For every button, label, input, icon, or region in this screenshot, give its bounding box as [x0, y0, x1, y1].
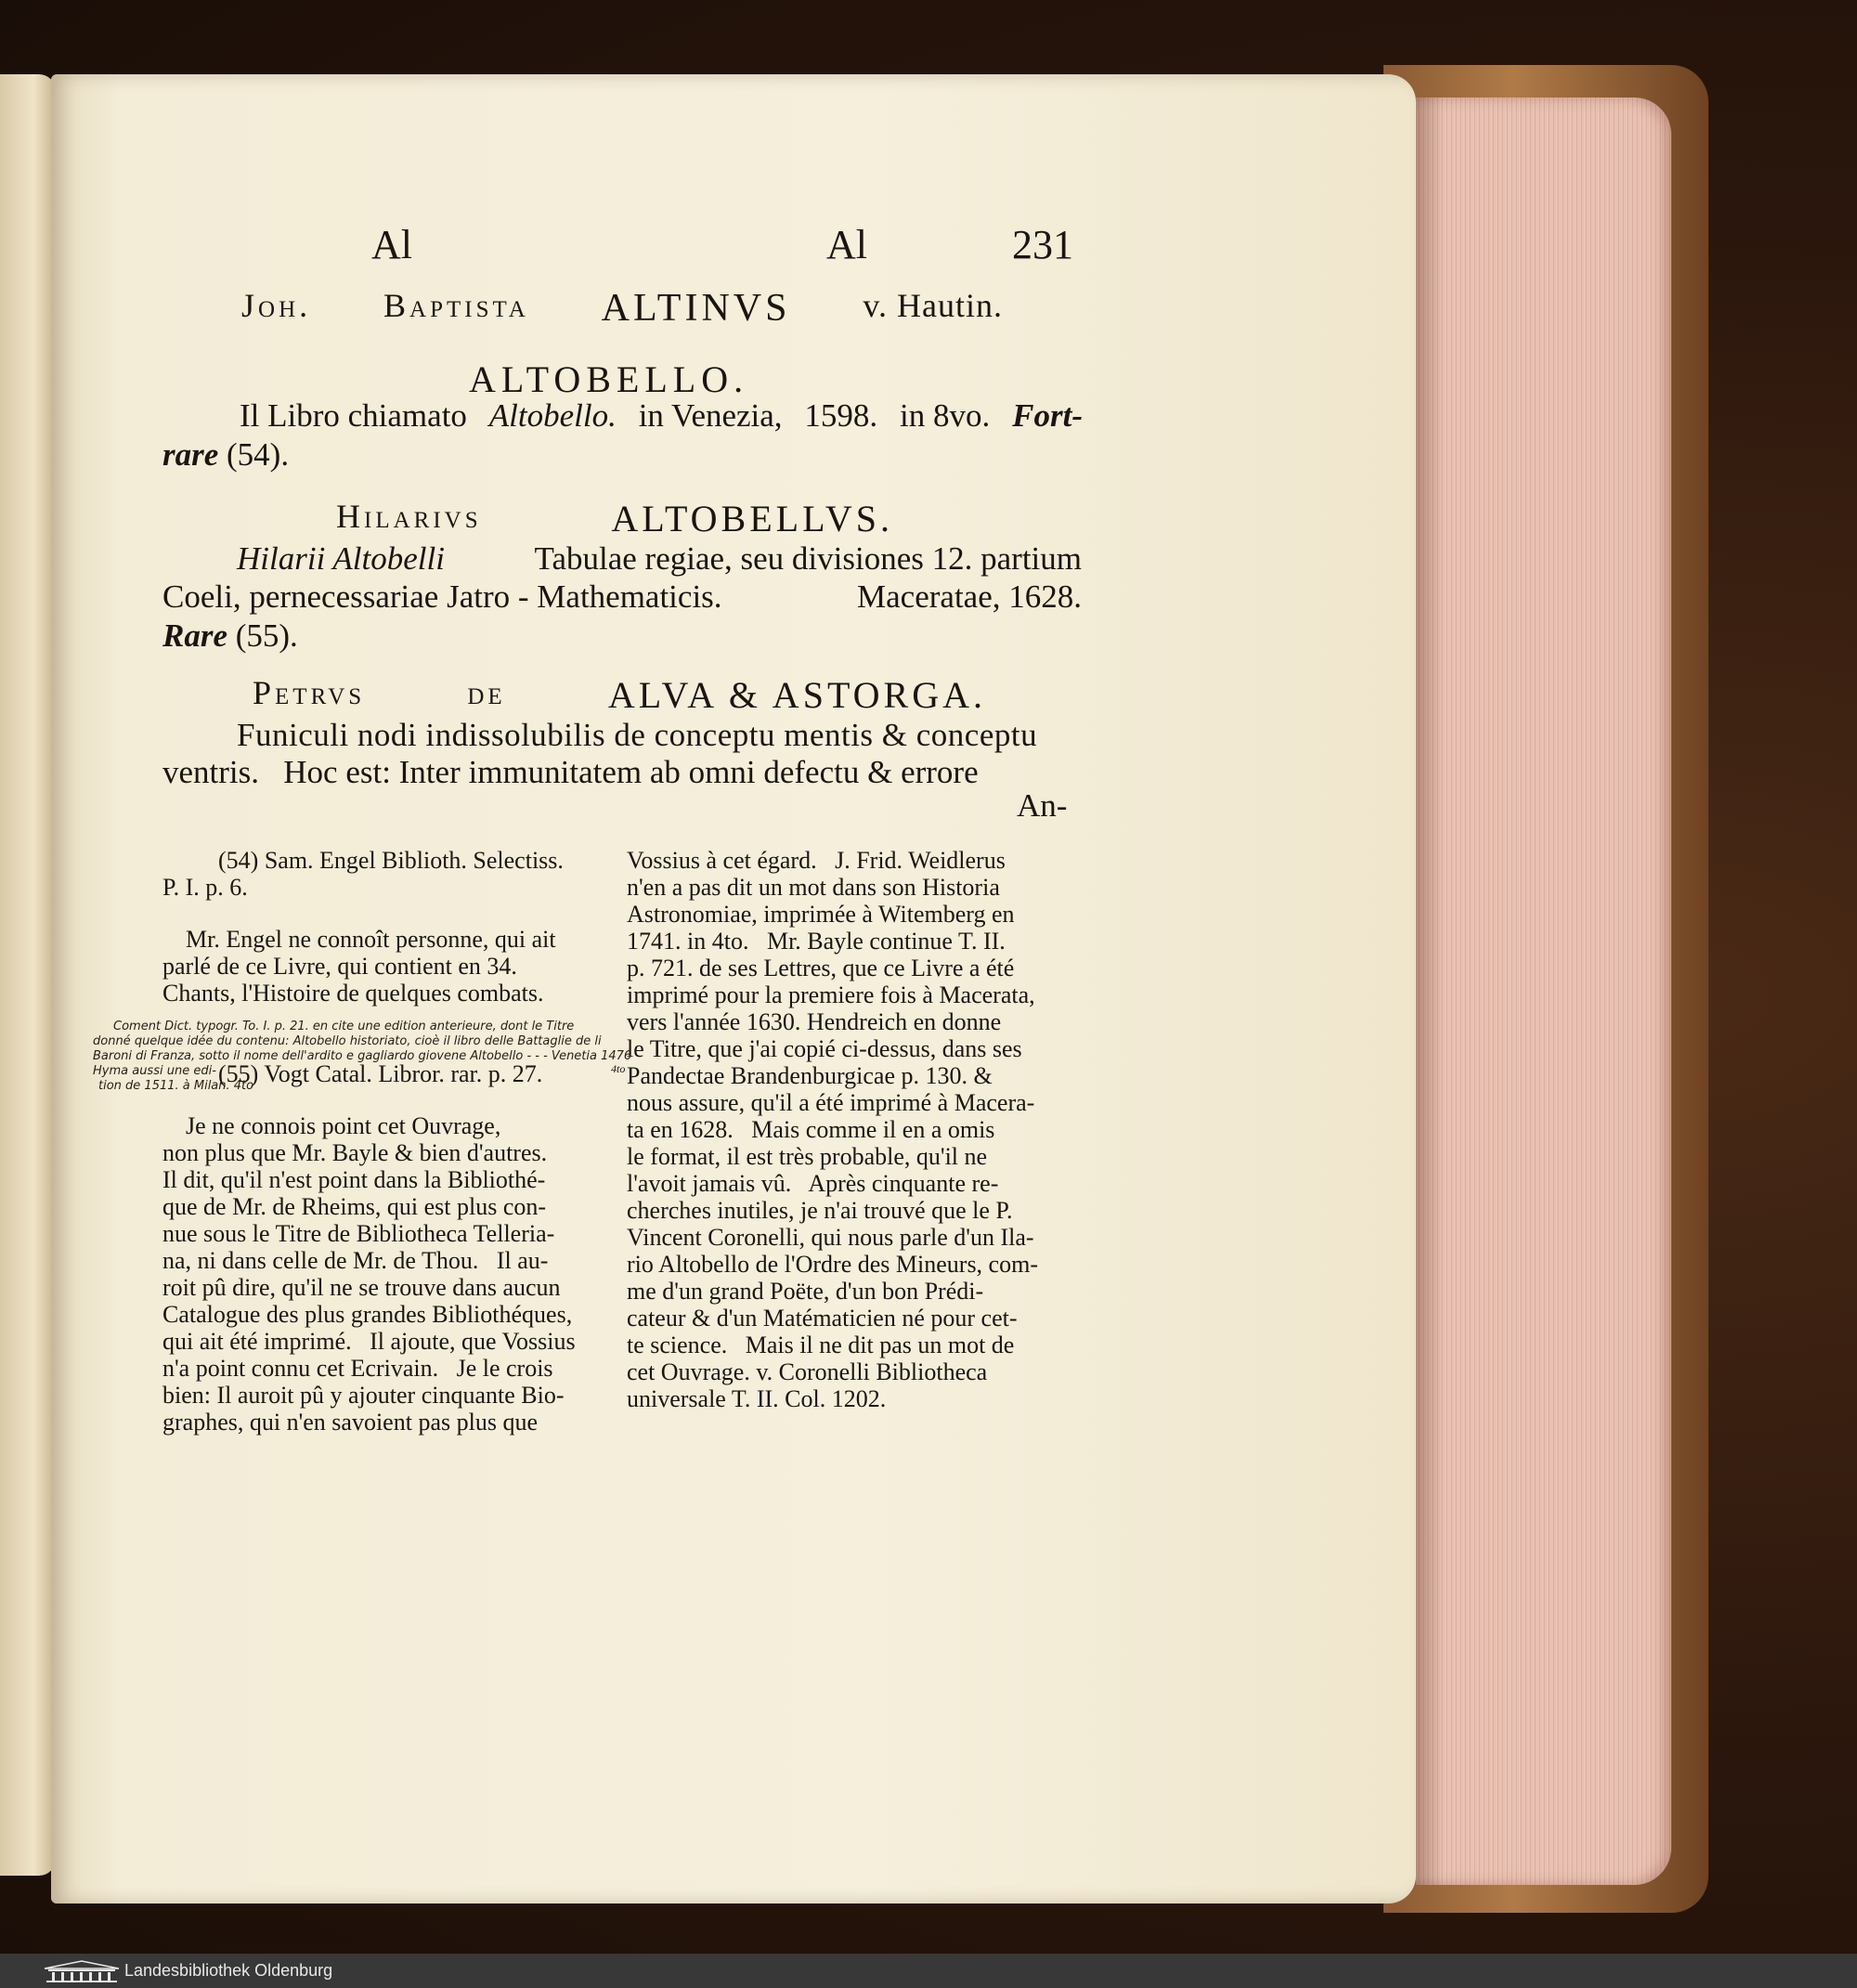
heading-ref: v. Hautin.: [863, 287, 1003, 324]
entry-heading-altinus: [241, 286, 1003, 331]
page-number: 231: [1012, 222, 1073, 267]
footnote-line: roit pû dire, qu'il ne se trouve dans aucun: [162, 1274, 561, 1301]
footnote-line: P. I. p. 6.: [162, 874, 248, 901]
footnote-line: Mr. Engel ne connoît personne, qui ait: [186, 926, 556, 953]
running-head-left: Al: [371, 222, 412, 267]
footnotes-left-column: [162, 847, 608, 1436]
running-head-center: Al: [826, 222, 867, 267]
footnote-line: parlé de ce Livre, qui contient en 34.: [162, 953, 517, 980]
footnote-line: Catalogue des plus grandes Bibliothéques,: [162, 1301, 573, 1328]
footnote-line: n'a point connu cet Ecrivain. Je le crois: [162, 1355, 553, 1382]
heading-first-name: Joh.: [241, 287, 312, 324]
footnote-line: universale T. II. Col. 1202.: [627, 1385, 887, 1412]
footnote-line: na, ni dans celle de Mr. de Thou. Il au-: [162, 1247, 549, 1274]
footnote-line: non plus que Mr. Bayle & bien d'autres.: [162, 1139, 548, 1166]
altobello-line-2: rare (54).: [162, 436, 290, 473]
footnote-line: (55) Vogt Catal. Libror. rar. p. 27.: [218, 1060, 543, 1087]
left-page-edge: [0, 74, 56, 1876]
annotation-line: Baroni di Franza, sotto il nome dell'ardito e gagliardo giovene Altobello - - - Venetia 1476: [93, 1049, 632, 1063]
footnote-line: imprimé pour la premiere fois à Macerata,: [627, 981, 1035, 1008]
footnote-line: Vincent Coronelli, qui nous parle d'un Ila-: [627, 1224, 1034, 1251]
footnote-line: le Titre, que j'ai copié ci-dessus, dans ses: [627, 1035, 1022, 1062]
handwritten-annotation: [93, 1020, 631, 1094]
handwritten-4to: 4to: [611, 1062, 626, 1075]
annotation-line: tion de 1511. à Milan. 4to: [98, 1079, 254, 1093]
footnote-line: n'en a pas dit un mot dans son Historia: [627, 874, 1000, 901]
footnote-line: Je ne connois point cet Ouvrage,: [186, 1112, 501, 1139]
footnote-line: p. 721. de ses Lettres, que ce Livre a été: [627, 955, 1015, 981]
footnote-line: 1741. in 4to. Mr. Bayle continue T. II.: [627, 928, 1006, 955]
annotation-line: Hyma aussi une edi-: [93, 1064, 216, 1078]
annotation-line: Coment Dict. typogr. To. I. p. 21. en cite une edition anterieure, dont le Titre: [113, 1020, 575, 1033]
footnote-line: te science. Mais il ne dit pas un mot de: [627, 1332, 1015, 1358]
footnote-line: cateur & d'un Matématicien né pour cet-: [627, 1305, 1018, 1332]
footnote-line: Pandectae Brandenburgicae p. 130. &: [627, 1062, 993, 1089]
library-building-icon: [41, 1959, 123, 1983]
entry-heading-hilarius: Hilarivs ALTOBELLVS.: [336, 498, 893, 539]
footnotes-right-column: [627, 847, 1072, 1412]
entry-heading-petrus: Petrvs de ALVA & ASTORGA.: [253, 674, 986, 716]
page-block-edge: [1416, 97, 1671, 1885]
footer-library-label: Landesbibliothek Oldenburg: [124, 1961, 333, 1980]
footnote-line: rio Altobello de l'Ordre des Mineurs, com-: [627, 1251, 1038, 1278]
hilarius-line-3: Rare (55).: [162, 617, 298, 654]
footnote-line: ta en 1628. Mais comme il en a omis: [627, 1116, 995, 1143]
footer-bar: [0, 1954, 1857, 1988]
annotation-line: donné quelque idée du contenu: Altobello historiato, cioè il libro delle Battaglie de li: [93, 1034, 602, 1048]
footnote-line: bien: Il auroit pû y ajouter cinquante Bio-: [162, 1382, 565, 1409]
footnote-line: l'avoit jamais vû. Après cinquante re-: [627, 1170, 999, 1197]
footnote-line: le format, il est très probable, qu'il ne: [627, 1143, 988, 1170]
footnote-line: qui ait été imprimé. Il ajoute, que Vossius: [162, 1328, 576, 1355]
footnote-line: nue sous le Titre de Bibliotheca Telleria-: [162, 1220, 555, 1247]
heading-surname: ALTINVS: [601, 287, 791, 330]
page-edge-shadow: [1416, 97, 1444, 1885]
petrus-line-1: Funiculi nodi indissolubilis de conceptu mentis & conceptu: [237, 717, 1038, 753]
footnote-line: graphes, qui n'en savoient pas plus que: [162, 1409, 538, 1436]
footnote-line: Astronomiae, imprimée à Witemberg en: [627, 901, 1015, 928]
footnote-line: Vossius à cet égard. J. Frid. Weidlerus: [627, 847, 1006, 874]
footnote-line: vers l'année 1630. Hendreich en donne: [627, 1008, 1002, 1035]
hilarius-line-2: Coeli, pernecessariae Jatro - Mathematicis. Maceratae, 1628.: [162, 578, 1082, 615]
petrus-line-2: ventris. Hoc est: Inter immunitatem ab omni defectu & errore: [162, 754, 979, 790]
footnote-line: Chants, l'Histoire de quelques combats.: [162, 980, 544, 1007]
altobello-line-1: Il Libro chiamato Altobello. in Venezia, 1598. in 8vo. Fort-: [240, 397, 1083, 434]
catchword: An-: [1017, 787, 1068, 824]
footnote-line: (54) Sam. Engel Biblioth. Selectiss.: [218, 847, 564, 874]
footnote-line: cherches inutiles, je n'ai trouvé que le P.: [627, 1197, 1013, 1224]
footnote-line: me d'un grand Poëte, d'un bon Prédi-: [627, 1278, 984, 1305]
footnote-line: Il dit, qu'il n'est point dans la Bibliothé-: [162, 1166, 546, 1193]
entry-heading-altobello: ALTOBELLO.: [469, 358, 749, 400]
heading-second-name: Baptista: [383, 287, 529, 324]
footnote-line: nous assure, qu'il a été imprimé à Macera-: [627, 1089, 1035, 1116]
hilarius-line-1: Hilarii Altobelli Tabulae regiae, seu divisiones 12. partium: [237, 540, 1082, 577]
footnote-line: que de Mr. de Rheims, qui est plus con-: [162, 1193, 547, 1220]
footnote-line: cet Ouvrage. v. Coronelli Bibliotheca: [627, 1358, 988, 1385]
